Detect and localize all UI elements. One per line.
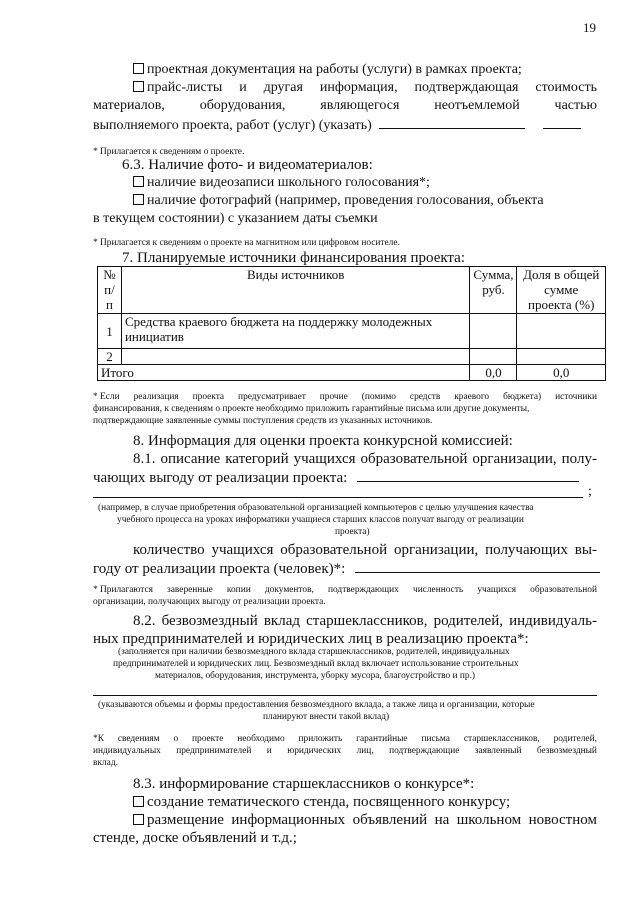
table-row — [98, 314, 606, 349]
paragraph-line: в текущем состоянии) с указанием даты съемки — [93, 211, 378, 226]
fill-in-line[interactable] — [543, 116, 581, 129]
footnote: *К сведениям о проекте необходимо приложить гарантийные письма старшеклассников, родителей, — [93, 734, 597, 744]
footnote: подтверждающие заявленные суммы поступления средств из указанных источников. — [93, 416, 433, 426]
footnote: организации, получающих выгоду от реализации проекта. — [93, 597, 326, 607]
checkbox-wrap: прайс-листы — [133, 80, 222, 96]
checkbox-icon[interactable] — [133, 176, 144, 187]
checkbox-item-photo: наличие фотографий (например, проведения голосования, объекта — [133, 193, 544, 209]
paragraph-line: 8.1. описание категорий учащихся образовательной организации, полу- — [133, 451, 597, 467]
section-heading: 7. Планируемые источники финансирования проекта: — [122, 250, 466, 266]
table-cell: 2 — [98, 349, 122, 365]
table-row — [98, 349, 606, 365]
fill-in-line[interactable] — [379, 116, 525, 129]
table-cell[interactable] — [470, 349, 517, 365]
fill-in-line[interactable] — [93, 497, 583, 498]
punctuation: ; — [588, 484, 592, 499]
checkbox-icon[interactable] — [133, 814, 144, 825]
table-header-row — [98, 267, 606, 314]
checkbox-icon[interactable] — [133, 63, 144, 74]
table-cell[interactable] — [517, 349, 606, 365]
table-cell[interactable] — [517, 314, 606, 349]
hint-text: материалов, оборудования, инструмента, уборку мусора, благоустройство и пр.) — [155, 671, 476, 681]
paragraph-line: году от реализации проекта (человек)*: — [93, 560, 600, 578]
table-cell: 0,0 — [517, 365, 606, 381]
paragraph-line: 8.2. безвозмездный вклад старшеклассников, родителей, индивидуаль- — [133, 613, 597, 629]
fill-in-line[interactable] — [355, 560, 600, 573]
paragraph-line: выполняемого проекта, работ (услуг) (указать) — [93, 116, 581, 134]
financing-table — [97, 266, 606, 381]
paragraph-line: чающих выгоду от реализации проекта: — [93, 469, 579, 487]
hint-text: планируют внести такой вклад) — [263, 712, 390, 722]
checkbox-item-stand: создание тематического стенда, посвященного конкурсу; — [133, 794, 510, 811]
table-header-cell: Сумма, руб. — [470, 267, 517, 314]
footnote: * Прилагается к сведениям о проекте на магнитном или цифровом носителе. — [93, 238, 400, 248]
page-number: 19 — [583, 20, 596, 35]
table-cell: 0,0 — [470, 365, 517, 381]
checkbox-item-price-lists: прайс-листы и другая информация, подтверждающая стоимость — [133, 80, 597, 96]
hint-text: (заполняется при наличии безвозмездного вклада старшеклассников, родителей, индивидуальных — [118, 647, 510, 657]
footnote: индивидуальных предпринимателей и юридических лиц, подтверждающие заявленный безвозмездный — [93, 746, 597, 756]
hint-text: учебного процесса на уроках информатики учащиеся старших классов получат выгоду от реализации — [117, 515, 524, 525]
section-heading: 8. Информация для оценки проекта конкурсной комиссией: — [133, 433, 513, 449]
hint-text: (например, в случае приобретения образовательной организацией компьютеров с целью улучшения качества — [98, 503, 534, 513]
table-header-cell: № п/п — [98, 267, 122, 314]
checkbox-item-project-docs: проектная документация на работы (услуги) в рамках проекта; — [133, 62, 522, 78]
footnote: * Прилагается к сведениям о проекте. — [93, 147, 245, 157]
table-header-cell: Виды источников — [121, 267, 469, 314]
section-heading: 8.3. информирование старшеклассников о конкурсе*: — [133, 776, 475, 792]
paragraph-line: материалов, оборудования, являющегося неотъемлемой частью — [93, 98, 597, 113]
hint-text: проекта) — [335, 527, 370, 537]
footnote: финансирования, к сведениям о проекте необходимо приложить гарантийные письма или другие документы, — [93, 404, 530, 414]
fill-in-line[interactable] — [93, 695, 597, 696]
table-cell[interactable] — [470, 314, 517, 349]
paragraph-line: количество учащихся образовательной организации, получающих вы- — [133, 542, 597, 558]
table-cell: Итого — [98, 365, 470, 381]
table-header-cell: Доля в общей сумме проекта (%) — [517, 267, 606, 314]
checkbox-icon[interactable] — [133, 81, 144, 92]
paragraph-line: ных предпринимателей и юридических лиц в реализацию проекта*: — [93, 631, 529, 647]
checkbox-item-announcements: размещение информационных объявлений на школьном новостном — [133, 812, 597, 829]
fill-in-line[interactable] — [357, 469, 579, 482]
footnote: * Если реализация проекта предусматривает прочие (помимо средств краевого бюджета) источники — [93, 392, 597, 402]
checkbox-wrap: размещение — [133, 812, 224, 829]
footnote: * Прилагаются заверенные копии документов, подтверждающих численность учащихся образовательной — [93, 585, 597, 595]
checkbox-item-video: наличие видеозаписи школьного голосования*; — [133, 175, 430, 191]
table-cell: Средства краевого бюджета на поддержку молодежных инициатив — [121, 314, 469, 349]
table-cell[interactable] — [121, 349, 469, 365]
checkbox-icon[interactable] — [133, 796, 144, 807]
section-heading: 6.3. Наличие фото- и видеоматериалов: — [122, 157, 373, 173]
checkbox-icon[interactable] — [133, 194, 144, 205]
footnote: вклад. — [93, 758, 118, 768]
table-cell: 1 — [98, 314, 122, 349]
hint-text: предпринимателей и юридических лиц. Безвозмездный вклад включает использование строительных — [113, 659, 519, 669]
hint-text: (указываются объемы и формы предоставления безвозмездного вклада, а также лица и организации, которые — [98, 700, 535, 710]
paragraph-line: стенде, доске объявлений и т.д.; — [93, 830, 297, 846]
table-total-row — [98, 365, 606, 381]
